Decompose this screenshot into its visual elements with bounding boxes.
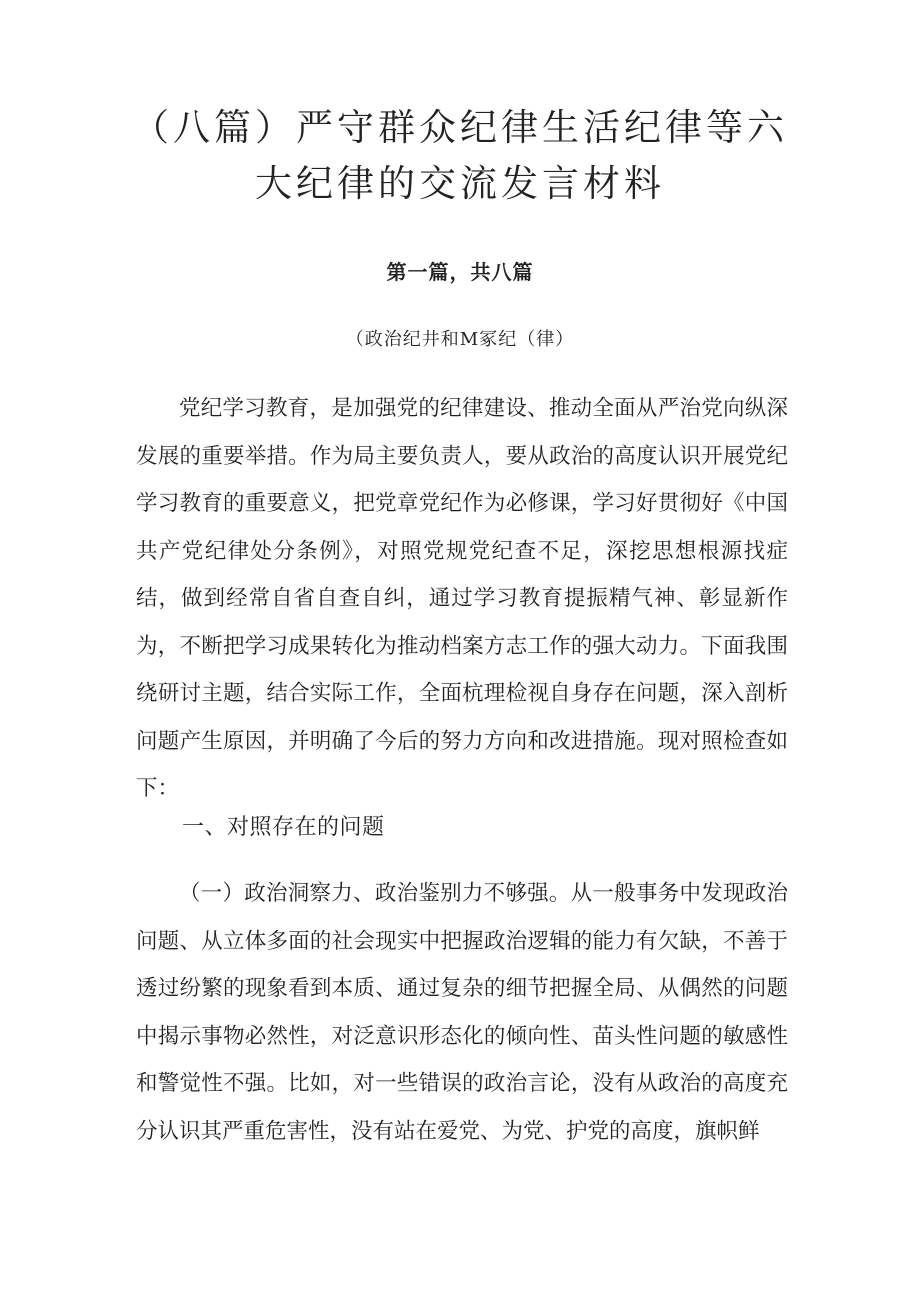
document-title: （八篇）严守群众纪律生活纪律等六大纪律的交流发言材料 bbox=[132, 106, 788, 205]
document-subtitle: 第一篇，共八篇 bbox=[386, 260, 534, 284]
document-subnote: （政治纪井和M冢纪（律） bbox=[345, 329, 575, 350]
section-paragraph: （一）政治洞察力、政治鉴别力不够强。从一般事务中发现政治问题、从立体多面的社会现实中把握政治逻辑的能力有欠缺，不善于透过纷繁的现象看到本质、通过复杂的细节把握全局、从偶然的问题中揭示事物必然性，对泛意识形态化的倾向性、苗头性问题的敏感性和警觉性不强。比如，对一些错误的政治言论，没有从政治的高度充分认识其严重危害性，没有站在爱党、为党、护党的高度，旗帜鲜 bbox=[136, 881, 788, 1144]
section-heading: 一、对照存在的问题 bbox=[182, 815, 385, 840]
intro-paragraph: 党纪学习教育，是加强党的纪律建设、推动全面从严治党向纵深发展的重要举措。作为局主要负责人，要从政治的高度认识开展党纪学习教育的重要意义，把党章党纪作为必修课，学习好贯彻好《中国共产党纪律处分条例》，对照党规党纪查不足，深挖思想根源找症结，做到经常自省自查自纠，通过学习教育提振精气神、彰显新作为，不断把学习成果转化为推动档案方志工作的强大动力。下面我围绕研讨主题，结合实际工作，全面杭理检视自身存在问题，深入剖析问题产生原因，并明确了今后的努力方向和改进措施。现对照检查如下： bbox=[136, 396, 788, 801]
